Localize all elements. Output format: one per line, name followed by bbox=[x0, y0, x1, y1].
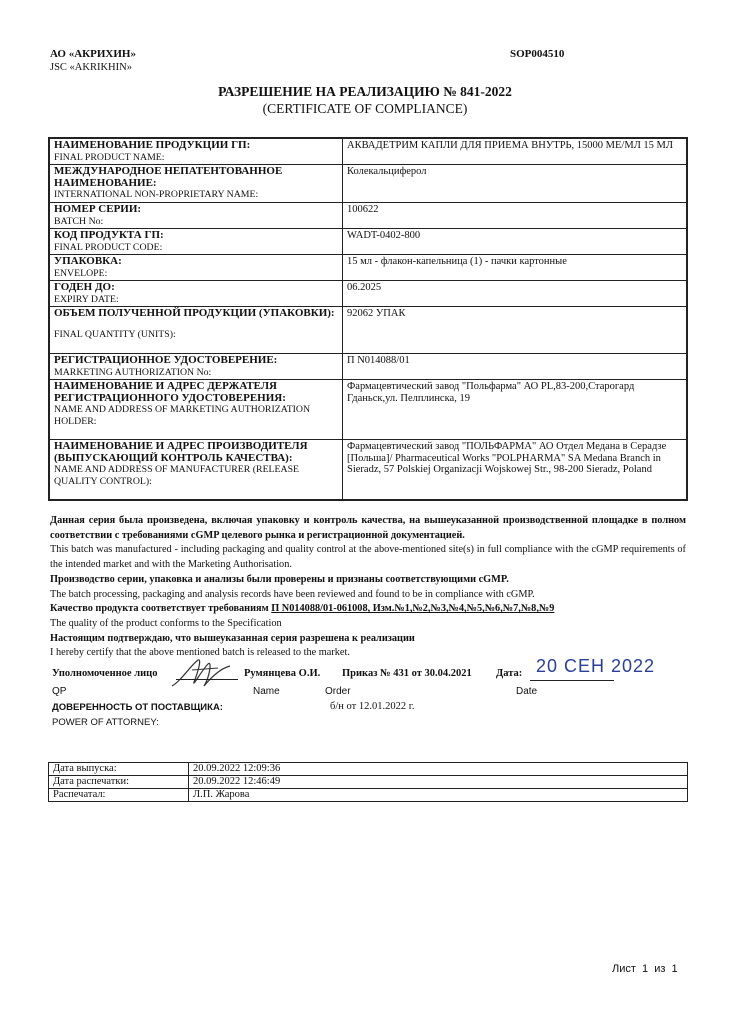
row-value: 100622 bbox=[343, 203, 688, 229]
row-label-ru: КОД ПРОДУКТА ГП: bbox=[54, 229, 164, 241]
release-date-stamp: 20 СЕН 2022 bbox=[536, 656, 656, 676]
table-row bbox=[49, 281, 687, 307]
print-info-label: Дата распечатки: bbox=[49, 776, 189, 789]
row-label-ru: НАИМЕНОВАНИЕ И АДРЕС ДЕРЖАТЕЛЯ РЕГИСТРАЦИОННОГО УДОСТОВЕРЕНИЯ: bbox=[54, 380, 286, 404]
print-info-label: Распечатал: bbox=[49, 789, 189, 802]
row-label-en: INTERNATIONAL NON-PROPRIETARY NAME: bbox=[54, 189, 259, 200]
specification-reference: П N014088/01-061008, Изм.№1,№2,№3,№4,№5,№6,№7,№8,№9 bbox=[271, 603, 555, 615]
row-value: 92062 УПАК bbox=[343, 307, 688, 354]
qp-label-ru: Уполномоченное лицо bbox=[52, 668, 158, 679]
row-label-en: FINAL PRODUCT NAME: bbox=[54, 151, 165, 163]
table-row bbox=[49, 763, 688, 776]
statement-4-ru: Настоящим подтверждаю, что вышеуказанная серия разрешена к реализации bbox=[50, 632, 415, 644]
row-label-en: MARKETING AUTHORIZATION No: bbox=[54, 366, 212, 378]
row-label-en: BATCH No: bbox=[54, 215, 104, 227]
row-label-ru: УПАКОВКА: bbox=[54, 255, 122, 267]
row-value: П N014088/01 bbox=[343, 354, 688, 380]
table-row bbox=[49, 380, 687, 440]
order-ref: Приказ № 431 от 30.04.2021 bbox=[342, 668, 472, 679]
print-info-value: 20.09.2022 12:09:36 bbox=[189, 763, 688, 776]
print-info-value: 20.09.2022 12:46:49 bbox=[189, 776, 688, 789]
compliance-statements bbox=[50, 514, 686, 661]
row-value: Фармацевтический завод "ПОЛЬФАРМА" АО Отдел Медана в Серадзе [Польша]/ Pharmaceutical Works "POLPHARMA" SA Medana Branch in Sieradz, 57 Polskiej Organizacji Wojskowej Str., 98-200 Sieradz, Poland bbox=[343, 440, 688, 501]
row-label-en: FINAL QUANTITY (UNITS): bbox=[54, 328, 176, 340]
name-label-en: Name bbox=[253, 686, 280, 697]
qp-name: Румянцева О.И. bbox=[244, 668, 321, 679]
row-value: 15 мл - флакон-капельница (1) - пачки картонные bbox=[343, 255, 688, 281]
row-label-ru: РЕГИСТРАЦИОННОЕ УДОСТОВЕРЕНИЕ: bbox=[54, 354, 278, 366]
statement-1-en: This batch was manufactured - including packaging and quality control at the above-mentioned site(s) in full compliance with the cGMP requirements of the intended market and with the Marketing Authorisation. bbox=[50, 544, 686, 571]
table-row bbox=[49, 776, 688, 789]
row-label-ru: НАИМЕНОВАНИЕ И АДРЕС ПРОИЗВОДИТЕЛЯ (ВЫПУСКАЮЩИЙ КОНТРОЛЬ КАЧЕСТВА): bbox=[54, 440, 308, 464]
page-title: РАЗРЕШЕНИЕ НА РЕАЛИЗАЦИЮ № 841-2022 bbox=[218, 84, 512, 99]
row-value: Колекальциферол bbox=[343, 165, 688, 203]
row-label-ru: ОБЪЕМ ПОЛУЧЕННОЙ ПРОДУКЦИИ (УПАКОВКИ): bbox=[54, 307, 335, 319]
row-value: АКВАДЕТРИМ КАПЛИ ДЛЯ ПРИЕМА ВНУТРЬ, 15000 МЕ/МЛ 15 МЛ bbox=[343, 138, 688, 165]
row-label-ru: НОМЕР СЕРИИ: bbox=[54, 203, 142, 215]
statement-1-ru: Данная серия была произведена, включая упаковку и контроль качества, на вышеуказанной производственной площадке в полном соответствии с требованиями cGMP целевого рынка и регистрационной документацией. bbox=[50, 515, 686, 541]
date-label-en: Date bbox=[516, 686, 538, 697]
row-label-ru: ГОДЕН ДО: bbox=[54, 281, 115, 293]
page-counter: Лист 1 из 1 bbox=[612, 963, 678, 975]
row-value: 06.2025 bbox=[343, 281, 688, 307]
statement-3-prefix: Качество продукта соответствует требованиям bbox=[50, 603, 269, 615]
power-of-attorney-ru: ДОВЕРЕННОСТЬ ОТ ПОСТАВЩИКА: bbox=[52, 702, 223, 713]
date-underline bbox=[530, 680, 614, 681]
table-row bbox=[49, 440, 687, 501]
print-info-label: Дата выпуска: bbox=[49, 763, 189, 776]
page-subtitle: (CERTIFICATE OF COMPLIANCE) bbox=[262, 101, 468, 116]
table-row bbox=[49, 255, 687, 281]
row-label-en: FINAL PRODUCT CODE: bbox=[54, 241, 163, 253]
signature-underline bbox=[176, 679, 238, 680]
company-name-ru: АО «АКРИХИН» bbox=[50, 48, 136, 60]
row-value: WADT-0402-800 bbox=[343, 229, 688, 255]
statement-3-en: The quality of the product conforms to the Specification bbox=[50, 617, 282, 629]
date-label: Дата: bbox=[496, 668, 523, 679]
row-label-en: NAME AND ADDRESS OF MARKETING AUTHORIZATION HOLDER: bbox=[54, 404, 311, 427]
table-row bbox=[49, 229, 687, 255]
power-of-attorney-en: POWER OF ATTORNEY: bbox=[52, 717, 159, 728]
statement-3-ru bbox=[50, 602, 686, 617]
statement-2-ru: Производство серии, упаковка и анализы были проверены и признаны соответствующими cGMP. bbox=[50, 573, 509, 585]
row-label-en: EXPIRY DATE: bbox=[54, 293, 119, 305]
power-of-attorney-value: б/н от 12.01.2022 г. bbox=[330, 701, 415, 712]
table-row bbox=[49, 165, 687, 203]
row-label-ru: МЕЖДУНАРОДНОЕ НЕПАТЕНТОВАННОЕ НАИМЕНОВАНИЕ: bbox=[54, 165, 283, 189]
row-label-en: ENVELOPE: bbox=[54, 267, 108, 279]
qp-label-en: QP bbox=[52, 686, 67, 697]
statement-4-en: I hereby certify that the above mentioned batch is released to the market. bbox=[50, 647, 350, 659]
print-info-table bbox=[48, 762, 688, 802]
table-row bbox=[49, 789, 688, 802]
table-row bbox=[49, 307, 687, 354]
print-info-value: Л.П. Жарова bbox=[189, 789, 688, 802]
document-id: SOP004510 bbox=[510, 48, 565, 60]
table-row bbox=[49, 138, 687, 165]
table-row bbox=[49, 354, 687, 380]
signature-icon bbox=[168, 656, 238, 694]
order-label-en: Order bbox=[325, 686, 351, 697]
table-row bbox=[49, 203, 687, 229]
product-info-table bbox=[48, 137, 688, 501]
company-name-en: JSC «AKRIKHIN» bbox=[50, 62, 132, 73]
company-block bbox=[50, 48, 136, 74]
statement-2-en: The batch processing, packaging and analysis records have been reviewed and found to be in compliance with cGMP. bbox=[50, 588, 535, 600]
row-label-en: NAME AND ADDRESS OF MANUFACTURER (RELEASE QUALITY CONTROL): bbox=[54, 464, 300, 487]
row-label-ru: НАИМЕНОВАНИЕ ПРОДУКЦИИ ГП: bbox=[54, 139, 251, 151]
row-value: Фармацевтический завод "Польфарма" АО PL,83-200,Старогард Гданьск,ул. Пелплинска, 19 bbox=[343, 380, 688, 440]
